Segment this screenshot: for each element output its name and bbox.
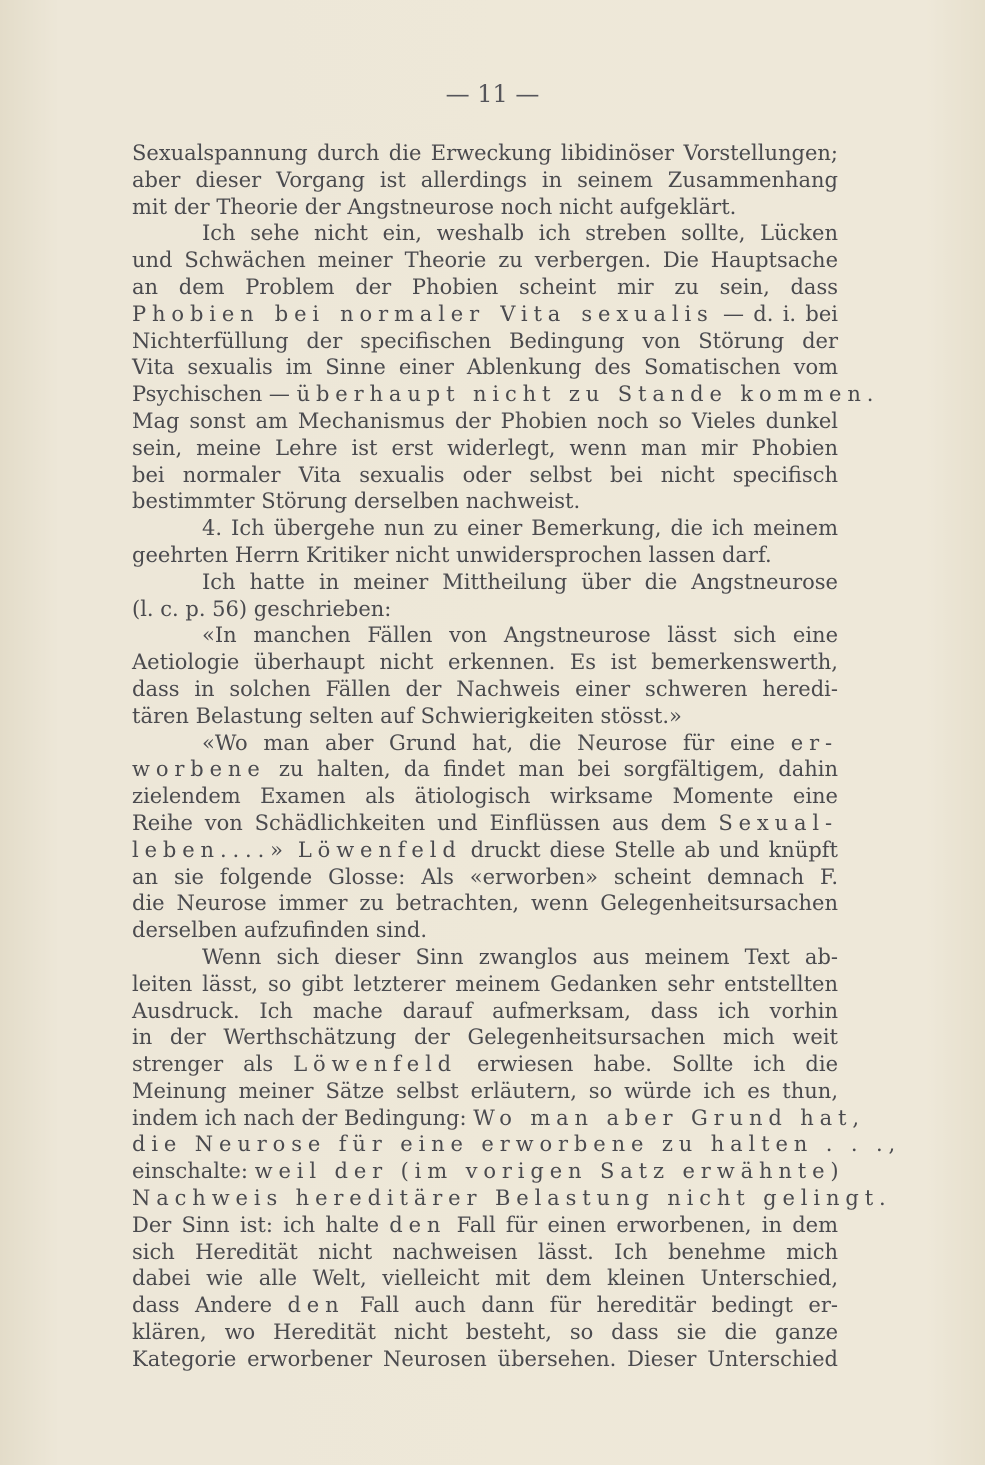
text-run: zu halten, da findet man bei sorgfältigem, dahin — [265, 757, 838, 782]
spaced-text: leben....» — [132, 837, 289, 862]
text-line — [132, 354, 838, 381]
text-run: «Wo man aber Grund hat, die Neurose für eine — [202, 730, 791, 755]
text-run: Mag sonst am Mechanismus der Phobien noch so Vieles dunkel — [132, 408, 838, 433]
spaced-text: die Neurose für eine erworbene zu halten . . ., — [132, 1132, 902, 1157]
text-run: sein, meine Lehre ist erst widerlegt, wenn man mir Phobien — [132, 435, 838, 460]
text-run: bei normaler Vita sexualis oder selbst bei nicht specifisch — [132, 462, 838, 487]
spaced-text: worbene — [132, 757, 266, 782]
text-run: Fall für einen erworbenen, in dem — [446, 1212, 838, 1237]
text-run: mit der Theorie der Angstneurose noch nicht aufgeklärt. — [132, 194, 737, 219]
text-line — [132, 676, 838, 703]
text-line — [132, 1239, 838, 1266]
text-run: aber dieser Vorgang ist allerdings in seinem Zusammenhang — [132, 167, 838, 192]
text-line — [132, 381, 880, 408]
text-line — [132, 1319, 838, 1346]
text-line — [132, 596, 838, 623]
text-run: — d. i. bei — [713, 301, 838, 326]
text-run: bestimmter Störung derselben nachweist. — [132, 489, 581, 514]
spaced-text: er- — [790, 730, 838, 755]
text-line — [132, 301, 838, 328]
text-line — [132, 274, 838, 301]
text-line — [132, 569, 838, 596]
text-run: sich Heredität nicht nachweisen lässt. Ich benehme mich — [132, 1239, 838, 1264]
text-line — [132, 864, 838, 891]
text-run: Kategorie erworbener Neurosen übersehen. Dieser Unterschied — [132, 1346, 838, 1371]
text-line — [132, 944, 838, 971]
text-run: in der Werthschätzung der Gelegenheitsursachen mich weit — [132, 1025, 838, 1050]
text-line — [132, 167, 838, 194]
text-line — [132, 220, 838, 247]
text-run: druckt diese Stelle ab und knüpft — [461, 837, 838, 862]
text-line — [132, 140, 838, 167]
text-run: Fall auch dann für hereditär bedingt er- — [344, 1293, 838, 1318]
text-line — [132, 1078, 838, 1105]
text-run: dass in solchen Fällen der Nachweis einer schweren heredi- — [132, 676, 838, 701]
text-line — [132, 408, 838, 435]
text-run: «In manchen Fällen von Angstneurose lässt sich eine — [202, 623, 838, 648]
spaced-text: weil der (im vorigen Satz erwähnte) — [254, 1159, 845, 1184]
spaced-text: Wo man aber Grund hat, — [473, 1105, 865, 1130]
text-run: leiten lässt, so gibt letzterer meinem Gedanken sehr entstellten — [132, 971, 838, 996]
text-line — [132, 917, 838, 944]
text-line — [132, 1265, 838, 1292]
text-run: an sie folgende Glosse: Als «erworben» scheint demnach F. — [132, 864, 838, 889]
text-line — [132, 1212, 838, 1239]
spaced-text: den — [287, 1293, 345, 1318]
text-run: Reihe von Schädlichkeiten und Einflüssen aus dem — [132, 810, 719, 835]
text-run: einschalte: — [132, 1159, 255, 1184]
text-line — [132, 730, 838, 757]
text-run: derselben aufzufinden sind. — [132, 918, 428, 943]
text-line — [132, 1024, 838, 1051]
text-run: an dem Problem der Phobien scheint mir zu sein, dass — [132, 274, 838, 299]
spaced-text: überhaupt nicht zu Stande kommen. — [296, 382, 880, 407]
text-line — [132, 462, 838, 489]
text-run: tären Belastung selten auf Schwierigkeiten stösst.» — [132, 703, 682, 728]
text-run: Sexualspannung durch die Erweckung libidinöser Vorstellungen; — [132, 141, 838, 165]
text-line — [132, 488, 838, 515]
text-run: Vita sexualis im Sinne einer Ablenkung des Somatischen vom — [132, 355, 838, 380]
text-line — [132, 328, 838, 355]
text-line — [132, 890, 838, 917]
text-line — [132, 1346, 838, 1373]
text-run: die Neurose immer zu betrachten, wenn Gelegenheitsursachen — [132, 891, 838, 916]
text-run: geehrten Herrn Kritiker nicht unwidersprochen lassen darf. — [132, 542, 772, 567]
text-line — [132, 1051, 838, 1078]
text-run: (l. c. p. 56) geschrieben: — [132, 596, 392, 621]
text-run — [289, 838, 298, 862]
text-run: Der Sinn ist: ich halte — [132, 1212, 390, 1237]
text-run: 4. Ich übergehe nun zu einer Bemerkung, die ich meinem — [202, 516, 838, 541]
text-line — [132, 1292, 838, 1319]
text-line — [132, 837, 838, 864]
text-run: dass Andere — [132, 1293, 288, 1318]
text-run: und Schwächen meiner Theorie zu verbergen. Die Hauptsache — [132, 248, 838, 273]
spaced-text: Löwenfeld — [293, 1052, 457, 1077]
text-line — [132, 703, 838, 730]
text-line — [132, 649, 838, 676]
text-line — [132, 783, 838, 810]
spaced-text: Phobien bei normaler Vita sexualis — [132, 301, 714, 326]
text-line — [132, 247, 838, 274]
text-line — [132, 1158, 845, 1185]
page-number: — 11 — — [445, 80, 540, 108]
text-line — [132, 1105, 865, 1132]
spaced-text: den — [389, 1212, 447, 1237]
body-text — [132, 140, 902, 1373]
text-line — [132, 756, 838, 783]
spaced-text: Löwenfeld — [297, 837, 462, 862]
text-line — [132, 971, 838, 998]
text-run: erwiesen habe. Sollte ich die — [457, 1052, 838, 1077]
spaced-text: Sexual- — [718, 810, 838, 835]
text-line — [132, 810, 838, 837]
text-run: klären, wo Heredität nicht besteht, so dass sie die ganze — [132, 1320, 838, 1345]
text-run: Wenn sich dieser Sinn zwanglos aus meinem Text ab- — [202, 944, 838, 969]
text-line — [132, 515, 838, 542]
text-run: Ich hatte in meiner Mittheilung über die Angstneurose — [202, 569, 838, 594]
text-line — [132, 542, 838, 569]
text-line — [132, 435, 838, 462]
spaced-text: Nachweis hereditärer Belastung nicht gelingt. — [132, 1186, 892, 1211]
text-run: Aetiologie überhaupt nicht erkennen. Es ist bemerkenswerth, — [132, 650, 838, 675]
text-run: Ausdruck. Ich mache darauf aufmerksam, dass ich vorhin — [132, 998, 838, 1023]
text-line — [132, 1131, 902, 1158]
text-run: Meinung meiner Sätze selbst erläutern, so würde ich es thun, — [132, 1078, 838, 1103]
text-run: dabei wie alle Welt, vielleicht mit dem kleinen Unterschied, — [132, 1266, 838, 1291]
text-run: zielendem Examen als ätiologisch wirksame Momente eine — [132, 784, 838, 809]
text-run: Nichterfüllung der specifischen Bedingung von Störung der — [132, 328, 838, 353]
text-run: indem ich nach der Bedingung: — [132, 1105, 474, 1130]
text-run: Psychischen — — [132, 382, 297, 407]
text-line — [132, 622, 838, 649]
text-line — [132, 194, 838, 221]
text-line — [132, 1185, 892, 1212]
text-run: Ich sehe nicht ein, weshalb ich streben sollte, Lücken — [202, 221, 838, 246]
text-run: strenger als — [132, 1052, 294, 1077]
text-line — [132, 998, 838, 1025]
